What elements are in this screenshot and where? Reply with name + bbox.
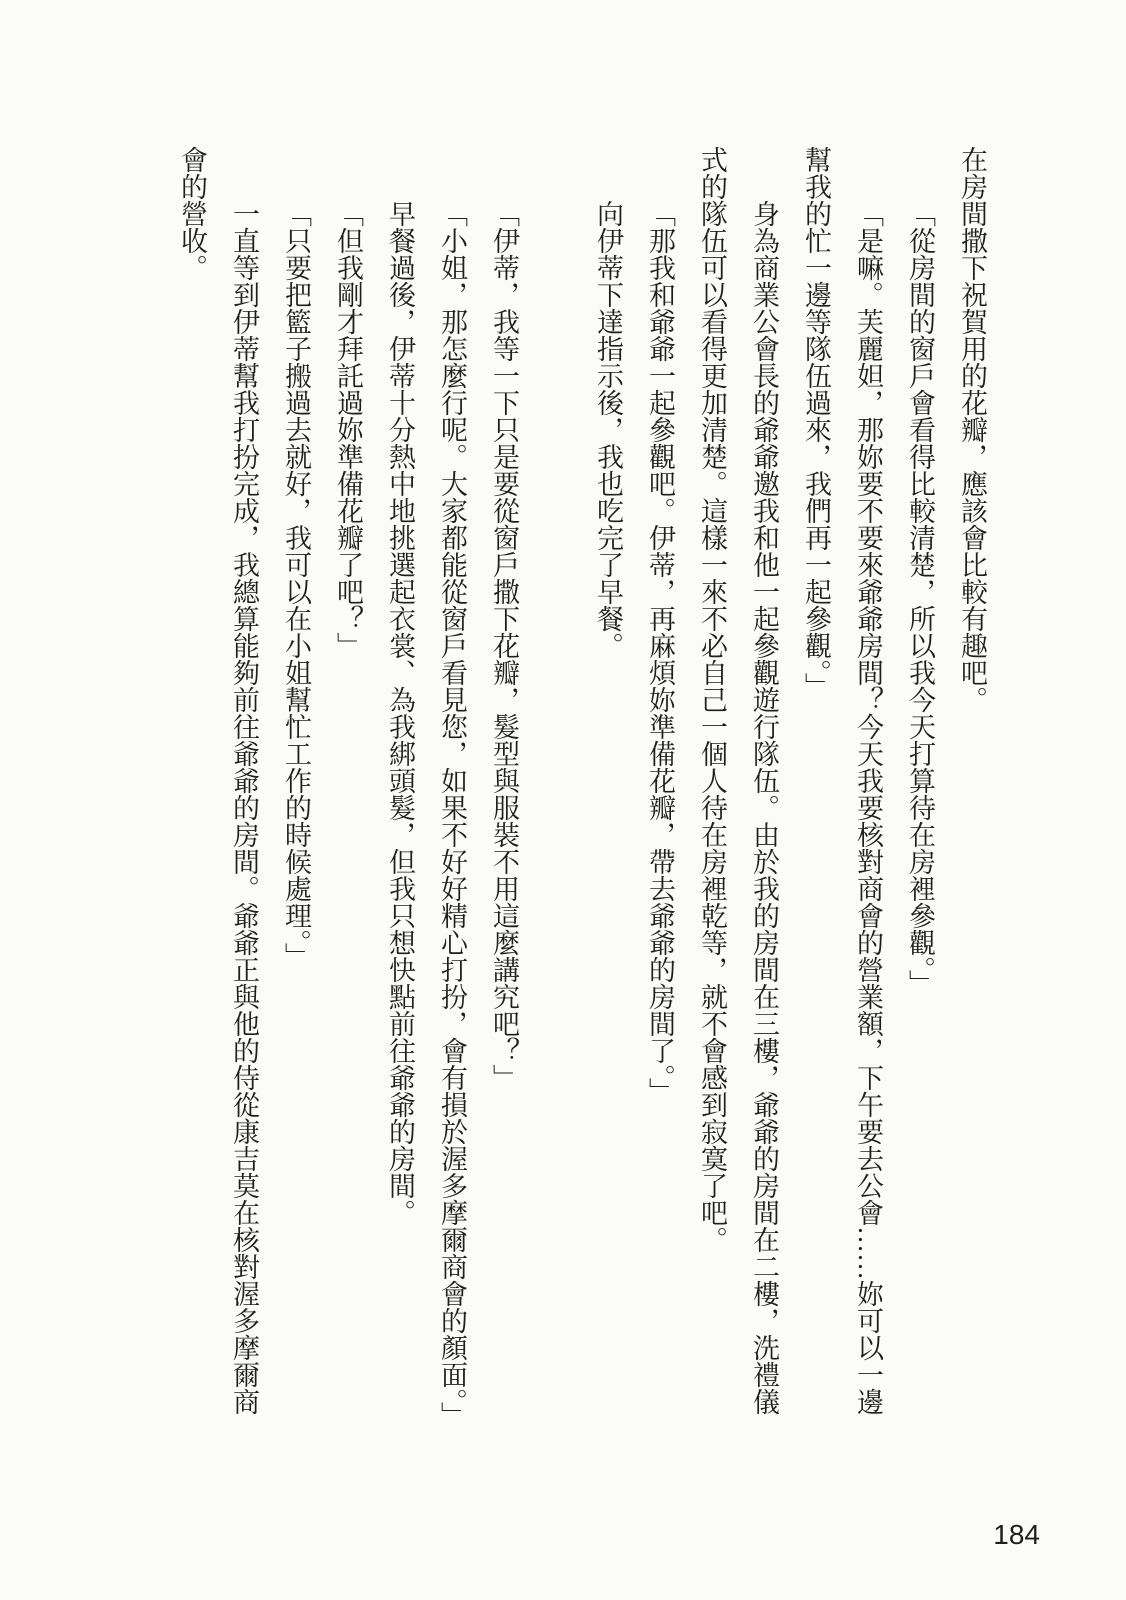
vertical-text-block [166,146,998,1458]
text-line: 早餐過後，伊蒂十分熱中地挑選起衣裳、為我綁頭髮，但我只想快點前往爺爺的房間。 [385,200,415,1226]
text-line [530,146,582,1458]
text-line: 「但我剛才拜託過妳準備花瓣了吧？」 [333,200,363,659]
page-number: 184 [993,1519,1040,1550]
text-line: 在房間撒下祝賀用的花瓣，應該會比較有趣吧。 [957,146,987,713]
text-line: 式的隊伍可以看得更加清楚。這樣一來不必自己一個人待在房裡乾等，就不會感到寂寞了吧。 [697,146,727,1253]
text-line: 幫我的忙一邊等隊伍過來，我們再一起參觀。」 [801,146,831,700]
text-line: 「只要把籃子搬過去就好，我可以在小姐幫忙工作的時候處理。」 [281,200,311,970]
text-line: 會的營收。 [177,146,207,281]
text-line: 一直等到伊蒂幫我打扮完成，我總算能夠前往爺爺的房間。爺爺正與他的侍從康吉莫在核對渥多摩爾商 [229,200,259,1415]
text-line: 「那我和爺爺一起參觀吧。伊蒂，再麻煩妳準備花瓣，帶去爺爺的房間了。」 [645,200,675,1105]
text-line: 「從房間的窗戶會看得比較清楚，所以我今天打算待在房裡參觀。」 [905,200,935,997]
text-line: 「伊蒂，我等一下只是要從窗戶撒下花瓣，髮型與服裝不用這麼講究吧？」 [489,200,519,1091]
text-line: 「是嘛。芙麗妲，那妳要不要來爺爺房間？今天我要核對商會的營業額，下午要去公會……妳可以一邊 [853,200,883,1415]
text-line: 向伊蒂下達指示後，我也吃完了早餐。 [593,200,623,659]
text-line: 「小姐，那怎麼行呢。大家都能從窗戶看見您，如果不好好精心打扮，會有損於渥多摩爾商會的顏面。」 [437,200,467,1429]
text-line: 身為商業公會長的爺爺邀我和他一起參觀遊行隊伍。由於我的房間在三樓，爺爺的房間在二樓，洗禮儀 [749,200,779,1415]
